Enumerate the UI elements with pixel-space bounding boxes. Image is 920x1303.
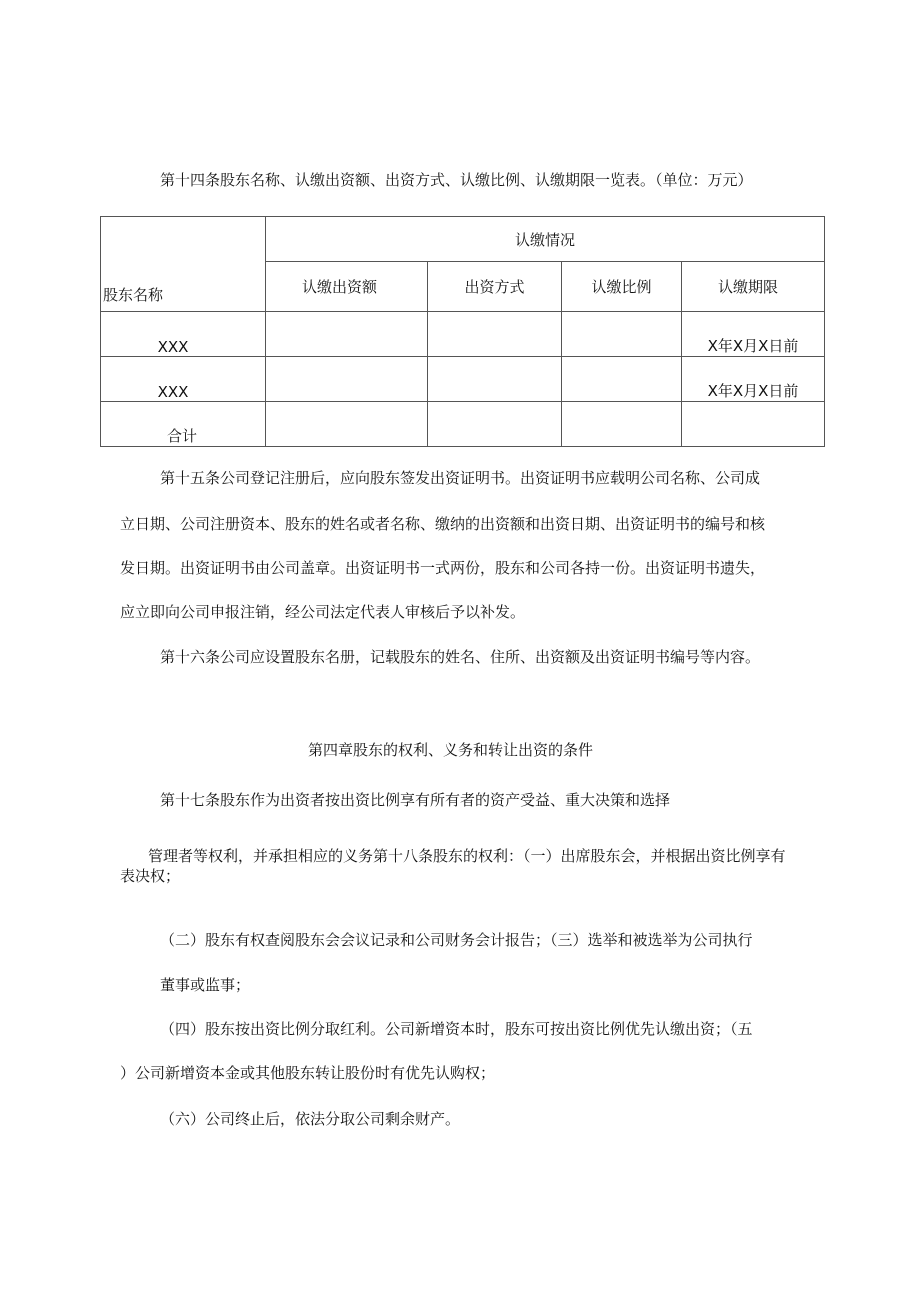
- ratio-cell: [562, 312, 682, 357]
- article-15-line-1: 第十五条公司登记注册后，应向股东签发出资证明书。出资证明书应载明公司名称、公司成: [160, 469, 761, 487]
- items-4-5-line-2: ）公司新增资本金或其他股东转让股份时有优先认购权；: [120, 1064, 496, 1082]
- items-4-5-line-1: （四）股东按出资比例分取红利。公司新增资本时，股东可按出资比例优先认缴出资；（五: [160, 1020, 753, 1038]
- deadline-cell: X年X月X日前: [682, 312, 825, 357]
- item-6: （六）公司终止后，依法分取公司剩余财产。: [160, 1110, 461, 1128]
- chapter-4-title: 第四章股东的权利、义务和转让出资的条件: [308, 741, 594, 759]
- article-15-line-3: 发日期。出资证明书由公司盖章。出资证明书一式两份，股东和公司各持一份。出资证明书遗失，: [120, 559, 766, 577]
- total-ratio-cell: [562, 402, 682, 447]
- header-subscription-deadline: 认缴期限: [682, 262, 825, 312]
- table-row: [101, 357, 825, 402]
- table-row: [101, 312, 825, 357]
- article-15-line-2: 立日期、公司注册资本、股东的姓名或者名称、缴纳的出资额和出资日期、出资证明书的编号和核: [120, 515, 766, 533]
- items-2-3-line-1: （二）股东有权查阅股东会会议记录和公司财务会计报告；（三）选举和被选举为公司执行: [160, 931, 753, 949]
- header-subscription-ratio: 认缴比例: [562, 262, 682, 312]
- article-16: 第十六条公司应设置股东名册，记载股东的姓名、住所、出资额及出资证明书编号等内容。: [160, 648, 761, 666]
- header-subscribed-amount: 认缴出资额: [266, 262, 428, 312]
- amount-cell: [266, 357, 428, 402]
- shareholder-name-cell: XXX: [101, 312, 266, 357]
- shareholder-name-cell: XXX: [101, 357, 266, 402]
- amount-cell: [266, 312, 428, 357]
- article-15-line-4: 应立即向公司申报注销，经公司法定代表人审核后予以补发。: [120, 603, 526, 621]
- header-contribution-method: 出资方式: [428, 262, 562, 312]
- method-cell: [428, 312, 562, 357]
- deadline-cell: X年X月X日前: [682, 357, 825, 402]
- article-17: 第十七条股东作为出资者按出资比例享有所有者的资产受益、重大决策和选择: [160, 791, 671, 809]
- total-deadline-cell: [682, 402, 825, 447]
- header-shareholder-name: 股东名称: [101, 217, 266, 312]
- header-subscription-status: 认缴情况: [266, 217, 825, 262]
- total-method-cell: [428, 402, 562, 447]
- total-row: [101, 402, 825, 447]
- total-label-cell: 合计: [101, 402, 266, 447]
- article-17-continued-line-1: 管理者等权利，并承担相应的义务第十八条股东的权利：（一）出席股东会，并根据出资比例享有: [148, 847, 786, 865]
- ratio-cell: [562, 357, 682, 402]
- article-17-continued-line-2: 表决权；: [120, 867, 181, 885]
- items-2-3-line-2: 董事或监事；: [160, 976, 251, 994]
- total-amount-cell: [266, 402, 428, 447]
- method-cell: [428, 357, 562, 402]
- subscription-table: [100, 216, 825, 447]
- article-14-heading: 第十四条股东名称、认缴出资额、出资方式、认缴比例、认缴期限一览表。（单位：万元）: [160, 171, 753, 189]
